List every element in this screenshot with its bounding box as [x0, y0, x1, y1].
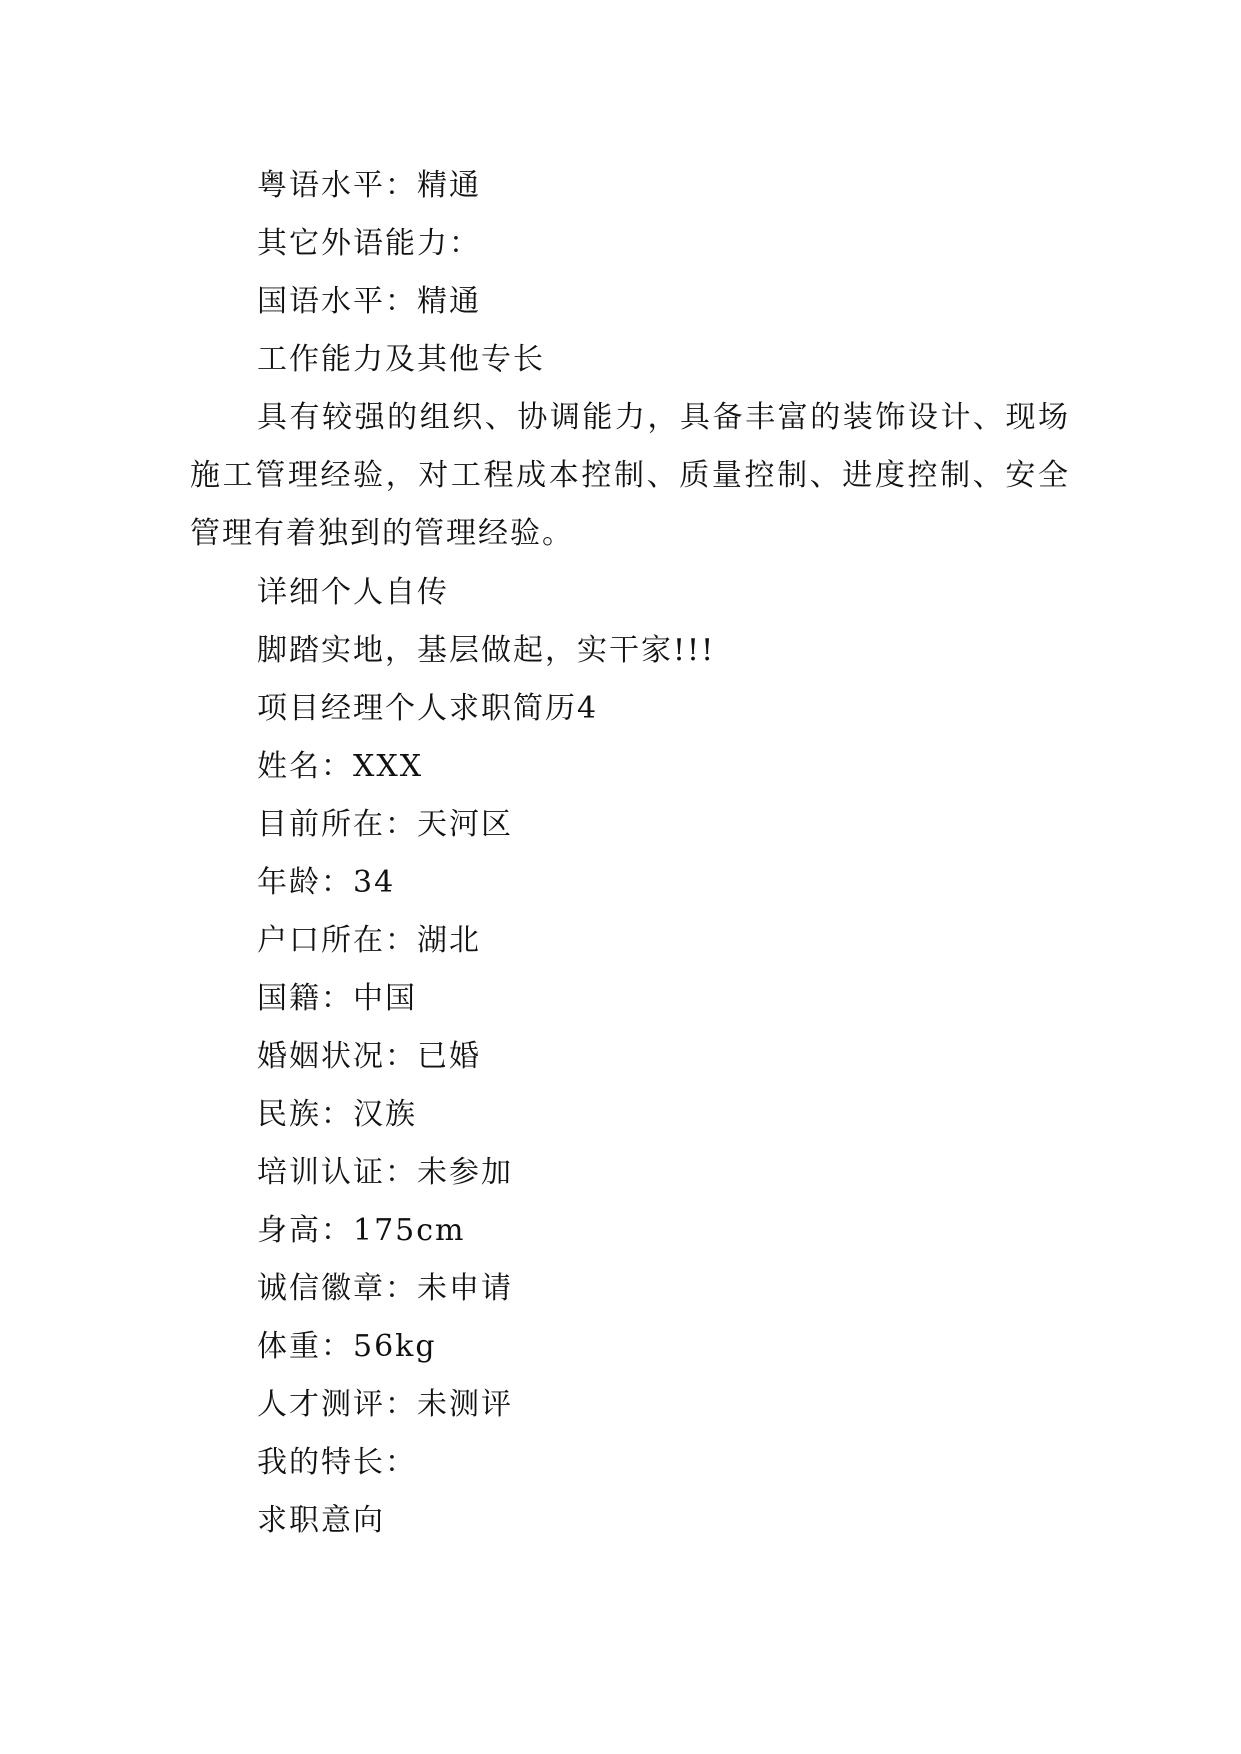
resume-title: 项目经理个人求职简历4: [257, 691, 599, 726]
field-height: 身高：175cm: [257, 1213, 466, 1248]
field-marital-status: 婚姻状况：已婚: [257, 1039, 481, 1074]
field-integrity-badge: 诚信徽章：未申请: [257, 1271, 513, 1306]
cantonese-level: 粤语水平：精通: [257, 168, 481, 203]
job-intention-heading: 求职意向: [257, 1503, 385, 1538]
field-location: 目前所在：天河区: [257, 807, 513, 842]
skills-paragraph: 具有较强的组织、协调能力，具备丰富的装饰设计、现场施工管理经验，对工程成本控制、质量控制、进度控制、安全管理有着独到的管理经验。: [190, 400, 1070, 551]
field-weight: 体重：56kg: [257, 1329, 437, 1364]
mandarin-level: 国语水平：精通: [257, 284, 481, 319]
field-age: 年龄：34: [257, 865, 396, 900]
self-intro-heading: 详细个人自传: [257, 575, 449, 610]
field-name: 姓名：XXX: [257, 749, 424, 784]
field-hukou: 户口所在：湖北: [257, 923, 481, 958]
field-ethnicity: 民族：汉族: [257, 1097, 417, 1132]
self-intro-text: 脚踏实地，基层做起，实干家!!!: [257, 633, 716, 668]
field-talent-assessment: 人才测评：未测评: [257, 1387, 513, 1422]
field-nationality: 国籍：中国: [257, 981, 417, 1016]
skills-heading: 工作能力及其他专长: [257, 342, 545, 377]
other-languages: 其它外语能力：: [257, 226, 481, 261]
field-training: 培训认证：未参加: [257, 1155, 513, 1190]
field-specialty: 我的特长：: [257, 1445, 417, 1480]
